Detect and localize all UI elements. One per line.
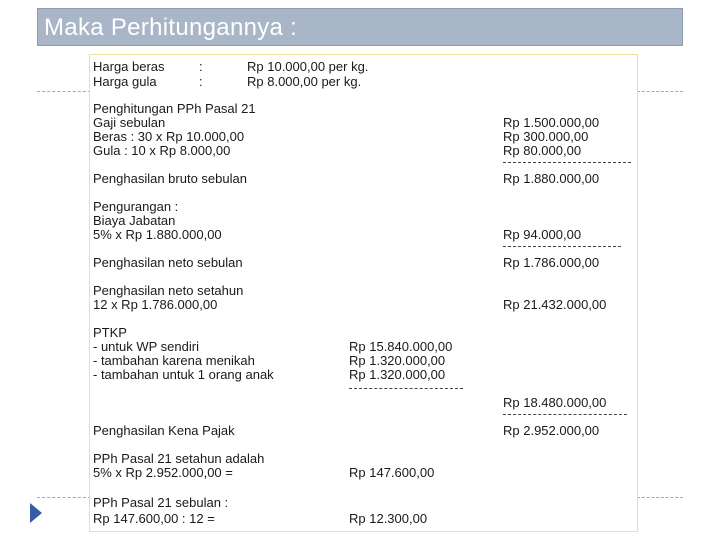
pkp-separator	[503, 414, 627, 415]
slide-divider-top-right	[637, 91, 683, 92]
gula-value: Rp 80.000,00	[503, 143, 582, 158]
ptkp-nikah-label: - tambahan karena menikah	[93, 353, 255, 368]
ptkp-anak-value: Rp 1.320.000,00	[349, 367, 446, 382]
slide-divider-bottom-left	[37, 497, 91, 498]
calculation-document	[89, 54, 638, 532]
slide-divider-top-left	[37, 91, 91, 92]
beras-label: Beras : 30 x Rp 10.000,00	[93, 129, 245, 144]
harga-gula-value: Rp 8.000,00 per kg.	[247, 74, 362, 89]
ptkp-wp-value: Rp 15.840.000,00	[349, 339, 453, 354]
harga-beras-colon: :	[199, 59, 203, 74]
harga-beras-value: Rp 10.000,00 per kg.	[247, 59, 369, 74]
harga-beras-label: Harga beras	[93, 59, 165, 74]
neto-setahun-value: Rp 21.432.000,00	[503, 297, 607, 312]
slide-title: Maka Perhitungannya :	[44, 14, 298, 41]
ptkp-wp-label: - untuk WP sendiri	[93, 339, 199, 354]
ptkp-separator	[349, 388, 463, 389]
bruto-label: Penghasilan bruto sebulan	[93, 171, 247, 186]
beras-value: Rp 300.000,00	[503, 129, 589, 144]
pengurangan-label: Pengurangan :	[93, 199, 179, 214]
neto-separator	[503, 246, 621, 247]
pkp-value: Rp 2.952.000,00	[503, 423, 600, 438]
ptkp-anak-label: - tambahan untuk 1 orang anak	[93, 367, 274, 382]
harga-gula-colon: :	[199, 74, 203, 89]
pph-sebulan-label: PPh Pasal 21 sebulan :	[93, 495, 229, 510]
ptkp-total-value: Rp 18.480.000,00	[503, 395, 607, 410]
pkp-label: Penghasilan Kena Pajak	[93, 423, 235, 438]
gula-label: Gula : 10 x Rp 8.000,00	[93, 143, 231, 158]
slide-divider-bottom-right	[637, 497, 683, 498]
biaya-jabatan-calc: 5% x Rp 1.880.000,00	[93, 227, 222, 242]
biaya-jabatan-label: Biaya Jabatan	[93, 213, 176, 228]
heading-pph: Penghitungan PPh Pasal 21	[93, 101, 256, 116]
pph-sebulan-calc: Rp 147.600,00 : 12 =	[93, 511, 215, 526]
neto-sebulan-label: Penghasilan neto sebulan	[93, 255, 243, 270]
ptkp-nikah-value: Rp 1.320.000,00	[349, 353, 446, 368]
bullet-arrow-icon	[30, 503, 42, 523]
bruto-value: Rp 1.880.000,00	[503, 171, 600, 186]
pph-setahun-label: PPh Pasal 21 setahun adalah	[93, 451, 265, 466]
harga-gula-label: Harga gula	[93, 74, 157, 89]
pph-setahun-calc: 5% x Rp 2.952.000,00 =	[93, 465, 233, 480]
ptkp-label: PTKP	[93, 325, 127, 340]
biaya-jabatan-value: Rp 94.000,00	[503, 227, 582, 242]
gaji-value: Rp 1.500.000,00	[503, 115, 600, 130]
pph-sebulan-value: Rp 12.300,00	[349, 511, 428, 526]
pph-setahun-value: Rp 147.600,00	[349, 465, 435, 480]
neto-setahun-calc: 12 x Rp 1.786.000,00	[93, 297, 218, 312]
gaji-label: Gaji sebulan	[93, 115, 166, 130]
neto-sebulan-value: Rp 1.786.000,00	[503, 255, 600, 270]
neto-setahun-label: Penghasilan neto setahun	[93, 283, 244, 298]
slide-title-bar	[37, 8, 683, 46]
bruto-separator	[503, 162, 631, 163]
